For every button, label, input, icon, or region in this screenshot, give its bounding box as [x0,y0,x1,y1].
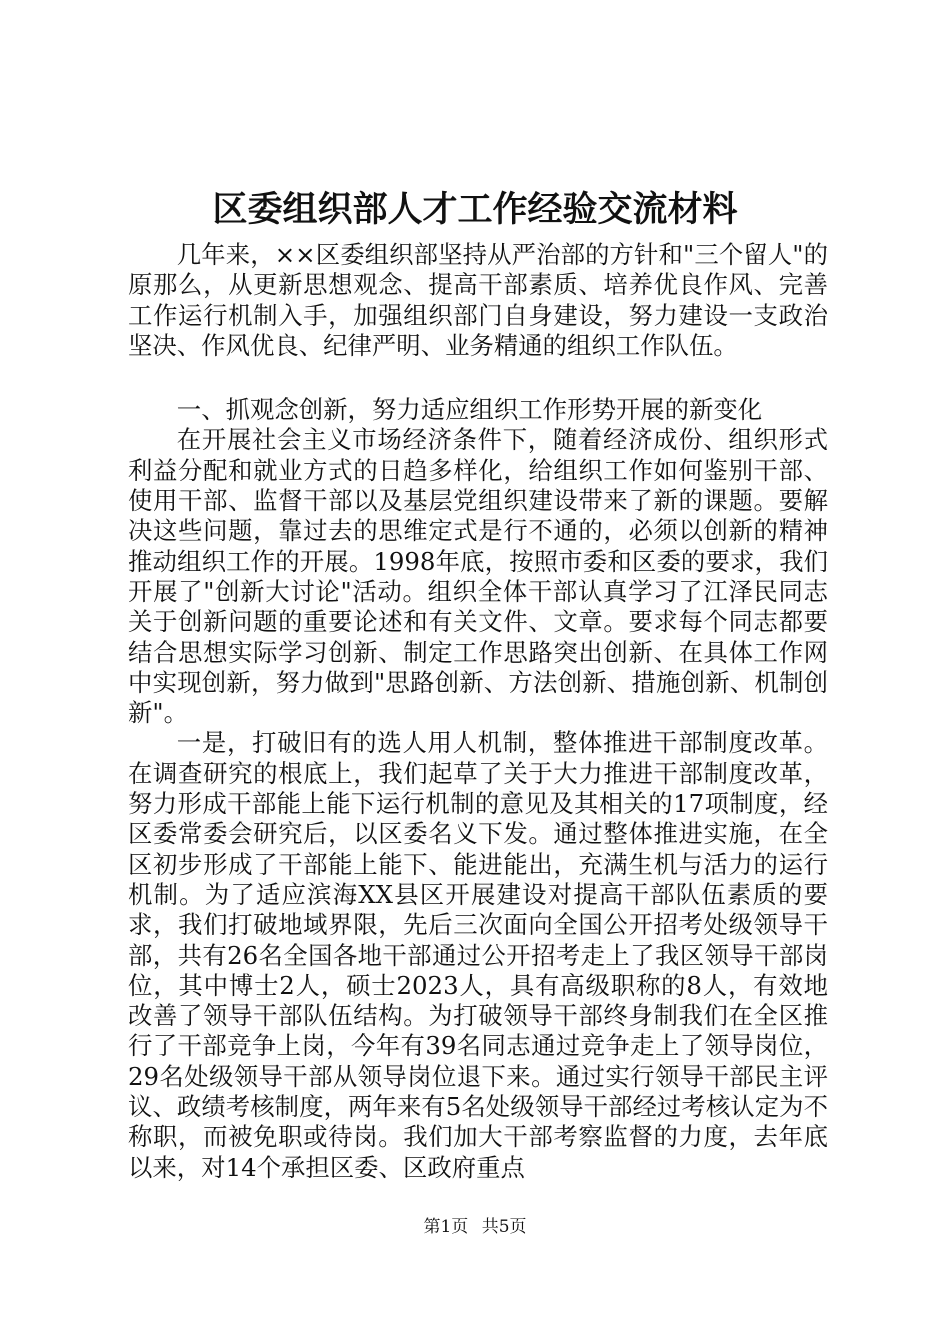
page-number: 第1页 [423,1217,469,1237]
section-paragraph-2: 一是，打破旧有的选人用人机制，整体推进干部制度改革。在调查研究的根底上，我们起草了关于大力推进干部制度改革，努力形成干部能上能下运行机制的意见及其相关的17项制度，经区委常委会研究后，以区委名义下发。通过整体推进实施，在全区初步形成了干部能上能下、能进能出，充满生机与活力的运行机制。为了适应滨海XX县区开展建设对提高干部队伍素质的要求，我们打破地域界限，先后三次面向全国公开招考处级领导干部，共有26名全国各地干部通过公开招考走上了我区领导干部岗位，其中博士2人，硕士2023人，具有高级职称的8人，有效地改善了领导干部队伍结构。为打破领导干部终身制我们在全区推行了干部竞争上岗，今年有39名同志通过竞争走上了领导岗位，29名处级领导干部从领导岗位退下来。通过实行领导干部民主评议、政绩考核制度，两年来有5名处级领导干部经过考核认定为不称职，而被免职或待岗。我们加大干部考察监督的力度，去年底以来，对14个承担区委、区政府重点 [128,728,828,1182]
document-title: 区委组织部人才工作经验交流材料 [212,189,738,230]
section-paragraph-1: 在开展社会主义市场经济条件下，随着经济成份、组织形式利益分配和就业方式的日趋多样化，给组织工作如何鉴别干部、使用干部、监督干部以及基层党组织建设带来了新的课题。要解决这些问题，靠过去的思维定式是行不通的，必须以创新的精神推动组织工作的开展。1998年底，按照市委和区委的要求，我们开展了"创新大讨论"活动。组织全体干部认真学习了江泽民同志关于创新问题的重要论述和有关文件、文章。要求每个同志都要结合思想实际学习创新、制定工作思路突出创新、在具体工作网中实现创新，努力做到"思路创新、方法创新、措施创新、机制创新"。 [128,425,828,728]
page-footer [0,1216,950,1238]
section-heading: 一、抓观念创新，努力适应组织工作形势开展的新变化 [176,395,763,425]
page-total: 共5页 [481,1217,527,1237]
paragraph-gap [128,361,828,395]
document-body [128,240,828,1183]
intro-paragraph: 几年来，××区委组织部坚持从严治部的方针和"三个留人"的原那么，从更新思想观念、提高干部素质、培养优良作风、完善工作运行机制入手，加强组织部门自身建设，努力建设一支政治坚决、作风优良、纪律严明、业务精通的组织工作队伍。 [128,240,828,360]
